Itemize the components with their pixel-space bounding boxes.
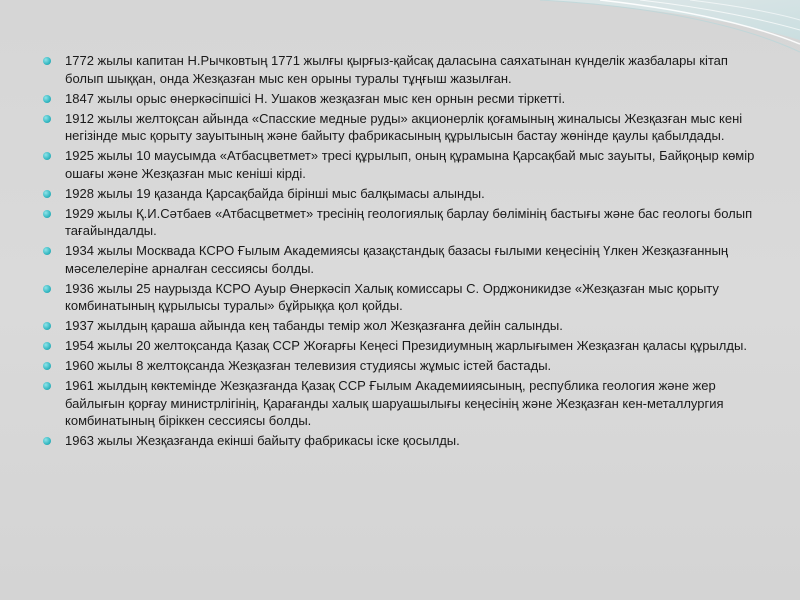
list-item-text: 1847 жылы орыс өнеркәсіпшісі Н. Ушаков жезқазған мыс кен орнын ресми тіркетті. [65,90,566,106]
bullet-list [43,52,763,450]
bullet-dot-icon [43,57,51,65]
bullet-dot-icon [43,362,51,370]
list-item-text: 1934 жылы Москвада КСРО Ғылым Академиясы қазақстандық базасы ғылыми кеңесінің Үлкен Жезқазғанның мәселелеріне арналған сессиясы болды. [65,243,729,276]
list-item-text: 1960 жылы 8 желтоқсанда Жезқазған телевизия студиясы жұмыс істей бастады. [65,358,552,373]
list-item [43,337,763,355]
bullet-dot-icon [43,322,51,330]
list-item-text: 1961 жылдың көктемінде Жезқазғанда Қазақ ССР Ғылым Академииясының, республика геология және жер байлығын қорғау министрлігінің, Қарағанды халық шаруашылығы кеңесінің және Жезқазған кен-металлургия комбинатының біріккен сессиясы болды. [65,378,724,428]
list-item [43,147,763,182]
bullet-dot-icon [43,115,51,123]
bullet-dot-icon [43,190,51,198]
list-item-text: 1772 жылы капитан Н.Рычковтың 1771 жылғы қырғыз-қайсақ даласына саяхатынан күнделік жазбалары кітап болып шыққан, онда Жезқазған мыс кен орыны туралы тұңғыш жазылған. [65,53,728,86]
bullet-dot-icon [43,152,51,160]
list-item [43,280,763,315]
list-item [43,377,763,430]
list-item-text: 1912 жылы желтоқсан айында «Спасские медные руды» акционерлік қоғамының жиналысы Жезқазған мыс кені негізінде мыс қорыту зауытының және байыту фабрикасының құрылысын бастау жөнінде қаулы қабылдады. [65,110,743,143]
bullet-dot-icon [43,285,51,293]
bullet-dot-icon [43,95,51,103]
list-item [43,52,763,87]
bullet-dot-icon [43,247,51,255]
list-item [43,90,763,108]
bullet-dot-icon [43,210,51,218]
list-item-text: 1954 жылы 20 желтоқсанда Қазақ ССР Жоғарғы Кеңесі Президиумның жарлығымен Жезқазған қаласы құрылды. [65,338,747,353]
list-item [43,357,763,375]
bullet-dot-icon [43,342,51,350]
list-item-text: 1936 жылы 25 наурызда КСРО Ауыр Өнеркәсіп Халық комиссары С. Орджоникидзе «Жезқазған мыс қорыту комбинатының құрылысы туралы» бұйрыққа қол қойды. [65,280,719,313]
list-item [43,110,763,145]
list-item [43,432,763,450]
list-item [43,185,763,203]
list-item-text: 1928 жылы 19 қазанда Қарсақбайда бірінші мыс балқымасы алынды. [65,185,485,201]
list-item [43,205,763,240]
list-item-text: 1929 жылы Қ.И.Сәтбаев «Атбасцветмет» тресінің геологиялық барлау бөлімінің бастығы және бас геологы болып тағайындалды. [65,205,753,238]
bullet-dot-icon [43,382,51,390]
list-item-text: 1937 жылдың қараша айында кең табанды темір жол Жезқазғанға дейін салынды. [65,318,563,333]
list-item-text: 1963 жылы Жезқазғанда екінші байыту фабрикасы іске қосылды. [65,433,460,448]
list-item-text: 1925 жылы 10 маусымда «Атбасцветмет» тресі құрылып, оның құрамына Қарсақбай мыс зауыты, Байқоңыр көмір ошағы және Жезқазған мыс кеніші кірді. [65,148,755,181]
content-area [43,52,763,452]
list-item [43,317,763,335]
bullet-dot-icon [43,437,51,445]
list-item [43,242,763,277]
